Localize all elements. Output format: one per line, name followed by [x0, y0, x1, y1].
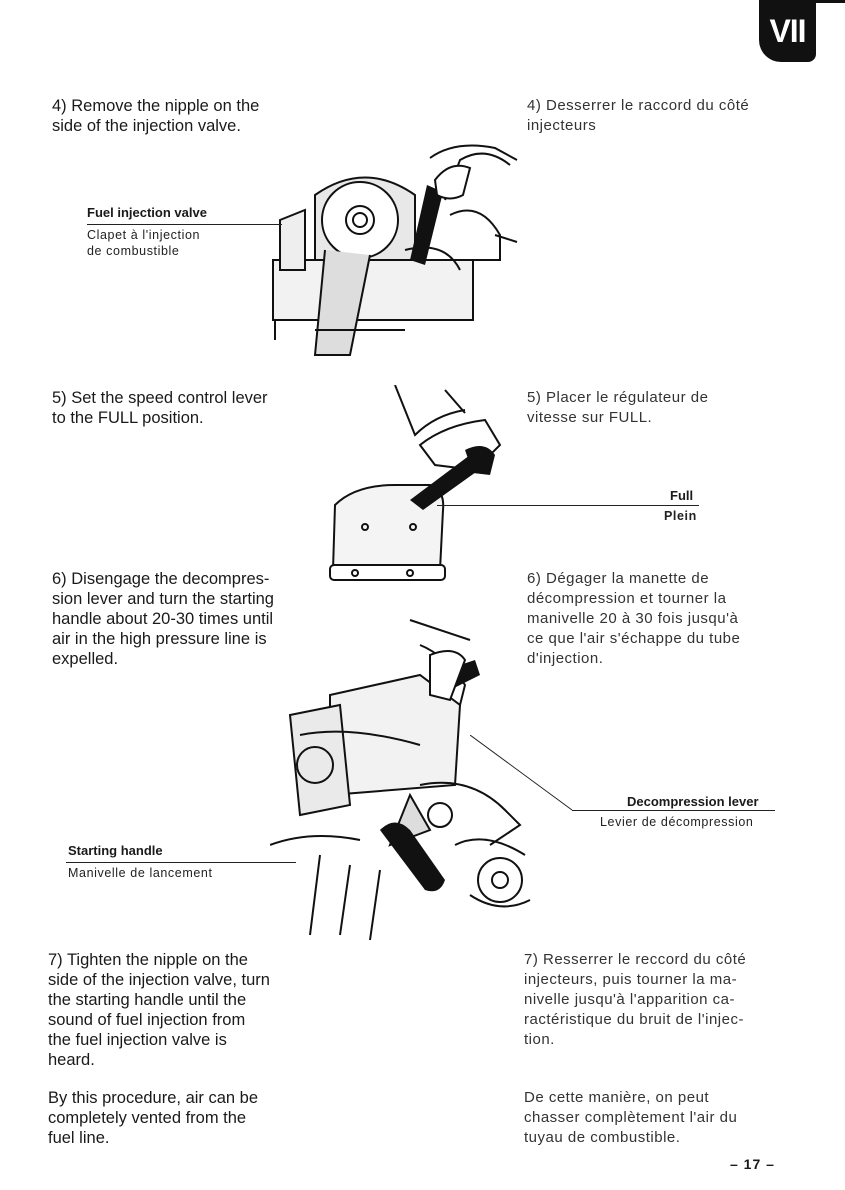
starting-handle-leader: [66, 862, 296, 863]
step-5-en-line: to the FULL position.: [52, 409, 204, 427]
step-6-fr-line: décompression et tourner la: [527, 590, 727, 607]
step-5-en-line: 5) Set the speed control lever: [52, 389, 268, 407]
step-4-en-line: 4) Remove the nipple on the: [52, 97, 260, 115]
step-5-fr: [527, 388, 779, 428]
step-7-en-line: the starting handle until the: [48, 991, 247, 1009]
note-en-line: completely vented from the: [48, 1109, 247, 1127]
note-fr-line: chasser complètement l'air du: [524, 1109, 738, 1126]
injection-valve-label-en: Fuel injection valve: [87, 205, 207, 220]
decompression-label-fr: Levier de décompression: [600, 815, 754, 829]
step-7-fr: [524, 950, 779, 1050]
starting-handle-label-en: Starting handle: [68, 843, 163, 858]
step-6-en-line: expelled.: [52, 650, 119, 668]
step-7-en-line: 7) Tighten the nipple on the: [48, 951, 248, 969]
step-5-fr-line: vitesse sur FULL.: [527, 409, 653, 426]
injection-valve-label-fr-1: Clapet à l'injection: [87, 228, 201, 242]
step-6-en-line: sion lever and turn the starting: [52, 590, 274, 608]
step-7-en: [48, 950, 301, 1070]
injection-valve-leader: [87, 224, 282, 225]
step-7-en-line: the fuel injection valve is: [48, 1031, 227, 1049]
note-fr-line: De cette manière, on peut: [524, 1089, 710, 1106]
step-5-en: [52, 388, 304, 428]
tab-rule: [816, 0, 845, 3]
decompression-leader-diagonal: [470, 735, 575, 815]
note-fr: [524, 1088, 779, 1148]
note-en-line: fuel line.: [48, 1129, 110, 1147]
step-6-fr: [527, 569, 779, 669]
step-7-fr-line: injecteurs, puis tourner la ma-: [524, 971, 738, 988]
step-7-fr-line: nivelle jusqu'à l'apparition ca-: [524, 991, 736, 1008]
step-6-en-line: handle about 20-30 times until: [52, 610, 274, 628]
note-en-line: By this procedure, air can be: [48, 1089, 259, 1107]
step-4-en: [52, 96, 304, 136]
step-7-en-line: heard.: [48, 1051, 95, 1069]
chapter-tab: VII: [759, 0, 816, 62]
step-6-fr-line: ce que l'air s'échappe du tube: [527, 630, 741, 647]
step-6-en-line: 6) Disengage the decompres-: [52, 570, 270, 588]
decompression-leader: [572, 810, 775, 811]
injection-valve-label-fr-2: de combustible: [87, 244, 180, 258]
step-7-en-line: sound of fuel injection from: [48, 1011, 246, 1029]
full-label-fr: Plein: [664, 509, 697, 523]
note-en: [48, 1088, 301, 1148]
step-4-fr-line: 4) Desserrer le raccord du côté: [527, 97, 750, 114]
step-4-en-line: side of the injection valve.: [52, 117, 241, 135]
step-4-fr-line: injecteurs: [527, 117, 597, 134]
step-7-fr-line: ractéristique du bruit de l'injec-: [524, 1011, 744, 1028]
step-4-fr: [527, 96, 781, 136]
step-7-fr-line: tion.: [524, 1031, 555, 1048]
full-label-en: Full: [670, 488, 694, 503]
step-5-fr-line: 5) Placer le régulateur de: [527, 389, 709, 406]
engine-injection-illustration: [255, 140, 525, 360]
step-6-en-line: air in the high pressure line is: [52, 630, 267, 648]
step-6-fr-line: manivelle 20 à 30 fois jusqu'à: [527, 610, 739, 627]
step-6-fr-line: 6) Dégager la manette de: [527, 570, 710, 587]
step-7-fr-line: 7) Resserrer le reccord du côté: [524, 951, 747, 968]
page-number: – 17 –: [730, 1156, 775, 1172]
note-fr-line: tuyau de combustible.: [524, 1129, 681, 1146]
speed-lever-illustration: [325, 385, 515, 595]
decompression-label-en: Decompression lever: [627, 794, 759, 809]
full-leader: [437, 505, 699, 506]
step-6-fr-line: d'injection.: [527, 650, 604, 667]
starting-handle-label-fr: Manivelle de lancement: [68, 866, 213, 880]
step-6-en: [52, 569, 302, 669]
step-7-en-line: side of the injection valve, turn: [48, 971, 270, 989]
